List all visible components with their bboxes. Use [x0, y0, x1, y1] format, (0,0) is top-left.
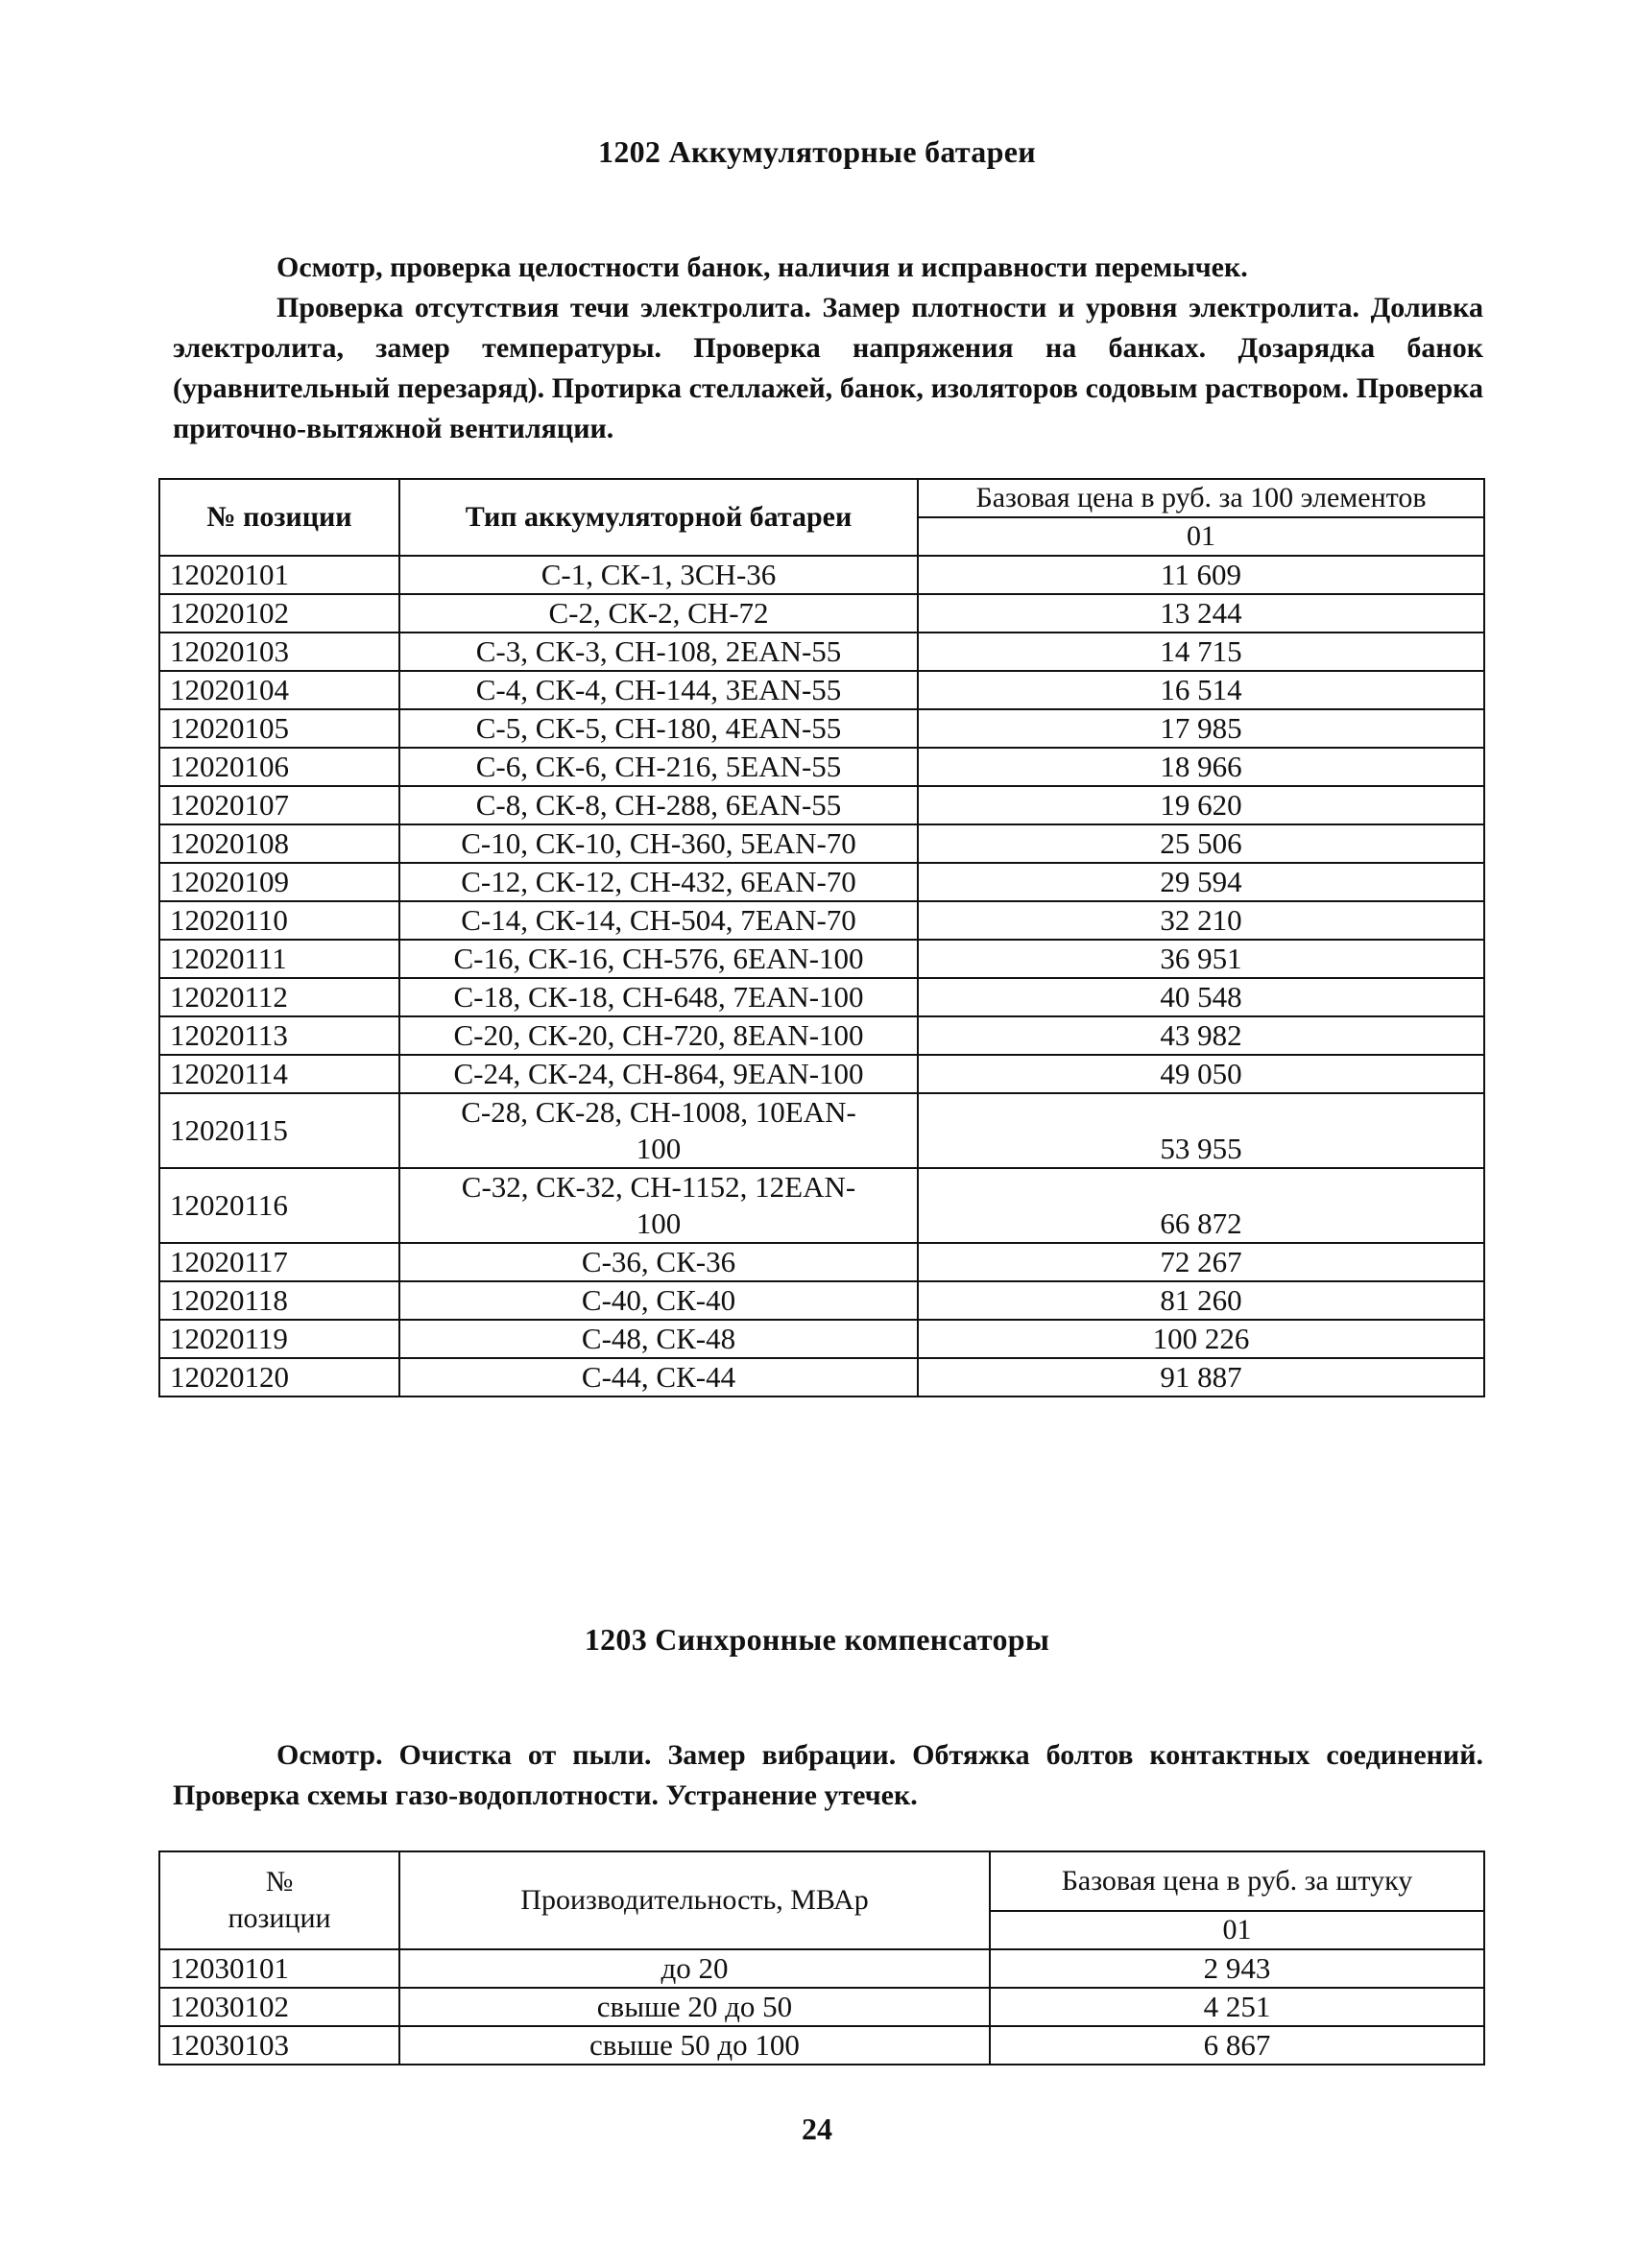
section-description-batteries — [173, 248, 1483, 449]
cell-battery-type-line: 100 — [636, 1206, 682, 1240]
cell-price: 14 715 — [918, 633, 1484, 671]
header-position: № позиции — [159, 479, 399, 556]
cell-price: 29 594 — [918, 863, 1484, 901]
cell-battery-type: С-4, СК-4, СН-144, 3EAN-55 — [399, 671, 918, 709]
cell-price: 100 226 — [918, 1320, 1484, 1358]
table-row — [159, 978, 1484, 1016]
cell-capacity: свыше 20 до 50 — [399, 1988, 990, 2026]
table-row — [159, 786, 1484, 824]
cell-position: 12020108 — [159, 824, 399, 863]
cell-price: 16 514 — [918, 671, 1484, 709]
cell-battery-type: С-18, СК-18, СН-648, 7EAN-100 — [399, 978, 918, 1016]
cell-price: 72 267 — [918, 1243, 1484, 1281]
table-row — [159, 1168, 1484, 1243]
cell-battery-type: С-2, СК-2, СН-72 — [399, 594, 918, 633]
cell-battery-type: С-6, СК-6, СН-216, 5EAN-55 — [399, 748, 918, 786]
cell-price: 13 244 — [918, 594, 1484, 633]
table-row — [159, 940, 1484, 978]
battery-price-table — [158, 478, 1485, 1397]
table-row — [159, 1988, 1484, 2026]
cell-capacity: до 20 — [399, 1949, 990, 1988]
table-row — [159, 824, 1484, 863]
cell-battery-type — [399, 1168, 918, 1243]
description-line-compensators: Осмотр. Очистка от пыли. Замер вибрации. Обтяжка болтов контактных соединений. Проверка схемы газо-водоплотности. Устранение утечек. — [173, 1739, 1483, 1811]
cell-price: 2 943 — [990, 1949, 1484, 1988]
cell-position: 12020106 — [159, 748, 399, 786]
cell-price: 81 260 — [918, 1281, 1484, 1320]
cell-position: 12030102 — [159, 1988, 399, 2026]
compensator-price-table — [158, 1850, 1485, 2065]
table-row — [159, 863, 1484, 901]
table-row — [159, 594, 1484, 633]
cell-price: 17 985 — [918, 709, 1484, 748]
cell-price: 32 210 — [918, 901, 1484, 940]
cell-price: 6 867 — [990, 2026, 1484, 2065]
cell-position: 12020119 — [159, 1320, 399, 1358]
table-row — [159, 633, 1484, 671]
table-row — [159, 1949, 1484, 1988]
description-line-checks: Проверка отсутствия течи электролита. Замер плотности и уровня электролита. Доливка электролита, замер температуры. Проверка напряжения на банках. Дозарядка банок (уравнительный перезаряд). Протирка стеллажей, банок, изоляторов содовым раствором. Проверка приточно-вытяжной вентиляции. — [173, 292, 1483, 444]
cell-position: 12020115 — [159, 1093, 399, 1168]
cell-price: 40 548 — [918, 978, 1484, 1016]
cell-position: 12020104 — [159, 671, 399, 709]
section-title-batteries: 1202 Аккумуляторные батареи — [598, 134, 1036, 169]
cell-position: 12020110 — [159, 901, 399, 940]
cell-battery-type: С-24, СК-24, СН-864, 9EAN-100 — [399, 1055, 918, 1093]
table-row — [159, 1358, 1484, 1397]
cell-battery-type: С-3, СК-3, СН-108, 2EAN-55 — [399, 633, 918, 671]
cell-price: 18 966 — [918, 748, 1484, 786]
cell-price: 66 872 — [918, 1168, 1484, 1243]
cell-position: 12020105 — [159, 709, 399, 748]
cell-position: 12020117 — [159, 1243, 399, 1281]
table-row — [159, 1281, 1484, 1320]
cell-position: 12020109 — [159, 863, 399, 901]
cell-battery-type-line: 100 — [636, 1132, 682, 1165]
cell-battery-type: С-40, СК-40 — [399, 1281, 918, 1320]
cell-price: 53 955 — [918, 1093, 1484, 1168]
page-number: 24 — [802, 2112, 832, 2146]
cell-battery-type: С-16, СК-16, СН-576, 6EAN-100 — [399, 940, 918, 978]
cell-battery-type: С-20, СК-20, СН-720, 8EAN-100 — [399, 1016, 918, 1055]
cell-position: 12020118 — [159, 1281, 399, 1320]
cell-price: 91 887 — [918, 1358, 1484, 1397]
cell-position: 12020103 — [159, 633, 399, 671]
header-position — [159, 1851, 399, 1949]
table-row — [159, 1243, 1484, 1281]
cell-battery-type: С-44, СК-44 — [399, 1358, 918, 1397]
table-row — [159, 556, 1484, 594]
table-row — [159, 1016, 1484, 1055]
table-row — [159, 709, 1484, 748]
cell-price: 19 620 — [918, 786, 1484, 824]
description-line-inspection: Осмотр, проверка целостности банок, наличия и исправности перемычек. — [276, 251, 1248, 283]
table-row — [159, 748, 1484, 786]
cell-position: 12020112 — [159, 978, 399, 1016]
header-capacity: Производительность, МВАр — [399, 1851, 990, 1949]
table-row — [159, 1055, 1484, 1093]
header-base-price: Базовая цена в руб. за 100 элементов — [918, 479, 1484, 517]
section-description-compensators — [173, 1735, 1483, 1816]
cell-price: 43 982 — [918, 1016, 1484, 1055]
cell-position: 12020114 — [159, 1055, 399, 1093]
cell-battery-type: С-10, СК-10, СН-360, 5EAN-70 — [399, 824, 918, 863]
cell-battery-type: С-5, СК-5, СН-180, 4EAN-55 — [399, 709, 918, 748]
cell-battery-type: С-8, СК-8, СН-288, 6EAN-55 — [399, 786, 918, 824]
cell-capacity: свыше 50 до 100 — [399, 2026, 990, 2065]
cell-position: 12020116 — [159, 1168, 399, 1243]
cell-battery-type: С-14, СК-14, СН-504, 7EAN-70 — [399, 901, 918, 940]
table-row — [159, 1320, 1484, 1358]
cell-price: 49 050 — [918, 1055, 1484, 1093]
cell-battery-type: С-48, СК-48 — [399, 1320, 918, 1358]
cell-battery-type-line: С-32, СК-32, СН-1152, 12EAN- — [461, 1170, 856, 1204]
cell-battery-type: С-36, СК-36 — [399, 1243, 918, 1281]
cell-position: 12020107 — [159, 786, 399, 824]
cell-battery-type: С-12, СК-12, СН-432, 6EAN-70 — [399, 863, 918, 901]
section-title-compensators: 1203 Синхронные компенсаторы — [584, 1622, 1050, 1657]
cell-position: 12020102 — [159, 594, 399, 633]
table-row — [159, 2026, 1484, 2065]
cell-price: 36 951 — [918, 940, 1484, 978]
cell-price: 4 251 — [990, 1988, 1484, 2026]
cell-price: 11 609 — [918, 556, 1484, 594]
header-price-code: 01 — [990, 1911, 1484, 1949]
cell-battery-type-line: С-28, СК-28, СН-1008, 10EAN- — [461, 1095, 856, 1129]
table-row — [159, 1093, 1484, 1168]
cell-position: 12020113 — [159, 1016, 399, 1055]
header-position-line: позиции — [228, 1902, 331, 1934]
table-row — [159, 671, 1484, 709]
header-price-code: 01 — [918, 517, 1484, 556]
cell-position: 12020111 — [159, 940, 399, 978]
cell-position: 12030103 — [159, 2026, 399, 2065]
cell-position: 12020101 — [159, 556, 399, 594]
cell-battery-type — [399, 1093, 918, 1168]
header-battery-type: Тип аккумуляторной батареи — [399, 479, 918, 556]
cell-price: 25 506 — [918, 824, 1484, 863]
cell-position: 12030101 — [159, 1949, 399, 1988]
cell-battery-type: С-1, СК-1, 3СН-36 — [399, 556, 918, 594]
cell-position: 12020120 — [159, 1358, 399, 1397]
header-position-line: № — [265, 1866, 294, 1898]
header-base-price: Базовая цена в руб. за штуку — [990, 1851, 1484, 1911]
table-row — [159, 901, 1484, 940]
